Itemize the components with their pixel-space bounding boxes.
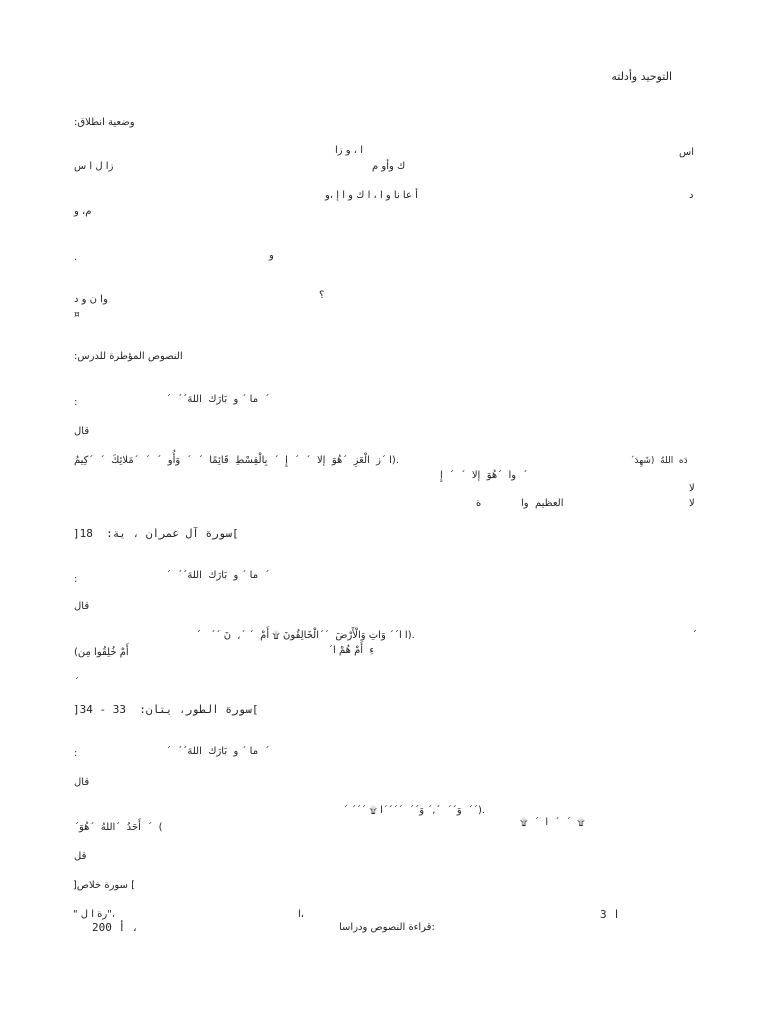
texts-heading: النصوص المؤطرة للدرس:: [74, 351, 183, 362]
footnote-page: 200 أ ،: [92, 921, 139, 934]
text1-verse-line: ة: [476, 498, 482, 509]
intro-line: ا ، و زا: [335, 145, 363, 156]
footnote-text: ا،: [298, 909, 305, 920]
text1-colon: :: [74, 397, 78, 408]
intro-line: أ عا نا و ا ، ا ك و ا إ ،و: [325, 190, 418, 201]
intro-line: ؟: [319, 290, 325, 301]
text2-reference: ]سورة الطور، يتان: 33 - 34[: [73, 703, 259, 716]
text1-verse-line: ´دَه اللهُ (شَهِدَ: [630, 456, 688, 466]
text2-verse-line: (أَمْ خُلِقُوا مِن: [74, 647, 129, 658]
text3-verse-line: ´أَحَدُ ´اللهُ ´هُوَ ´ (: [74, 822, 163, 833]
text2-verse-line: ´ءِ أَمْ هُمْ ا: [328, 645, 375, 656]
text3-colon: :: [74, 748, 78, 759]
text1-verse-line: وا ´هُوَ إلا ´ ´ إِ ´: [440, 470, 528, 481]
footnote-source: قراءة النصوص ودراسا:: [339, 922, 435, 933]
intro-line: د: [689, 190, 694, 201]
text1-verse-line: العظيم وا: [521, 498, 564, 509]
document-title: التوحيد وأدلته: [611, 70, 672, 83]
intro-line: م، و: [74, 206, 92, 217]
intro-heading: وضعية انطلاق:: [74, 117, 135, 128]
text3-intro: ´ ´´ما ´ و بَارَك اللهَ ´: [166, 746, 270, 757]
text1-la: لا: [689, 483, 695, 494]
footnote-text: " رة ا ل"،: [73, 909, 116, 920]
intro-line: ك وأو م: [372, 161, 406, 172]
text2-colon: :: [74, 574, 78, 585]
text2-verse-line: ´ ´´ ا ا´´ وَاتِ وَالْأَرْضَ ´´الْخَالِقُونَ ۩ أَمْ ´ ´, نَ).: [196, 630, 415, 641]
text2-mark: ´: [692, 630, 697, 641]
text2-qal: قال: [74, 601, 90, 612]
text3-reference: ]سورة خلاص [: [73, 880, 136, 891]
intro-line: ¤: [74, 310, 80, 320]
text3-qul: قل: [74, 851, 87, 862]
intro-line: زا ل ا س: [74, 161, 114, 172]
text1-qal: قال: [74, 426, 90, 437]
text2-intro: ´ ´´ما ´ و بَارَك اللهَ ´: [166, 570, 270, 581]
intro-line: و: [269, 250, 274, 261]
text3-verse-line: ۩ ´ ا ´ ´ ۩: [520, 817, 585, 828]
text1-verse-line: ا ´ز الْعَزِ ´هُوَ إلا ´ ´ إِ ´ بِالْقِسْطِ قَائِمًا ´ ´ وَأُو ´ ´ ´مَلائِكَ ´ ´كِيمُ).: [74, 455, 400, 466]
footnote-number: 3 ا: [600, 908, 620, 921]
text2-mark: ´: [74, 677, 79, 688]
intro-line: وا ن و د: [74, 294, 108, 305]
text3-verse-line: ´ ´´´ ۩ وَ´´ ´,´ وَ´´ ´´´´ا ´´).: [343, 805, 486, 816]
intro-line: اس: [679, 147, 694, 158]
text1-reference: ]سورة آل عمران ، ية: 18[: [73, 527, 239, 540]
text1-intro: ´ ´´ما ´ و بَارَك اللهَ ´: [166, 394, 270, 405]
text3-qal: قال: [74, 777, 90, 788]
intro-line: .: [74, 252, 78, 263]
text1-la: لا: [689, 498, 695, 509]
